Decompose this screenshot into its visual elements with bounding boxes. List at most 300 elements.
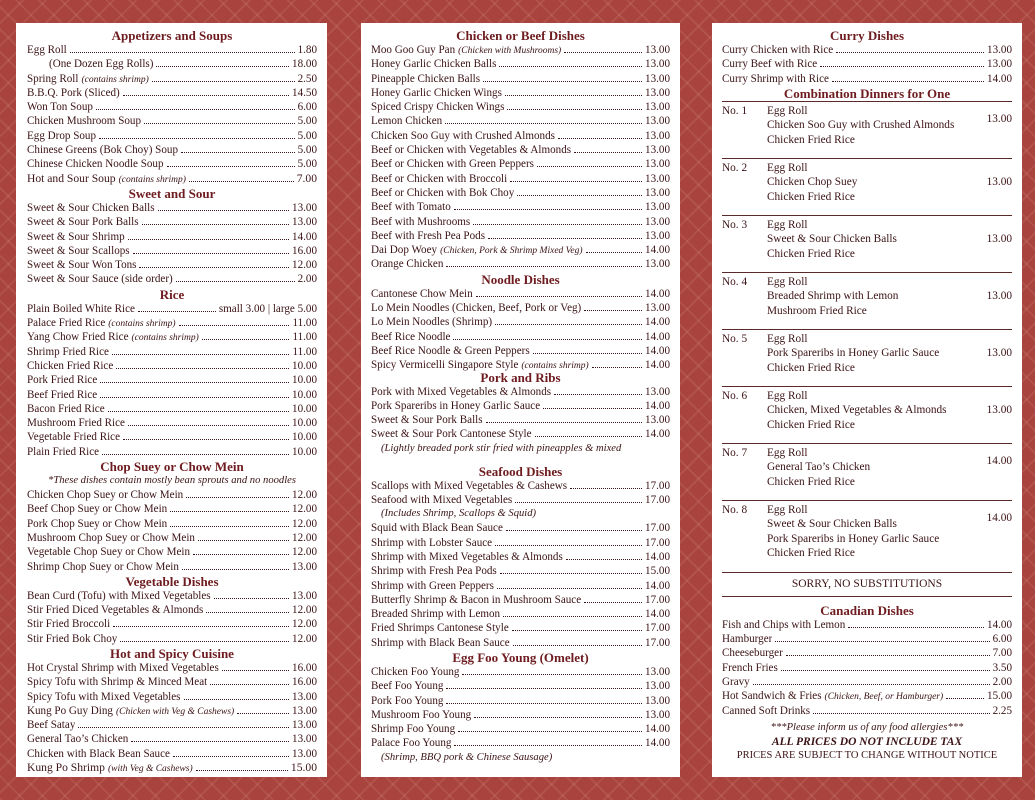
combination-dish: Chicken Fried Rice xyxy=(767,133,855,146)
menu-item xyxy=(27,258,317,272)
dot-leader xyxy=(237,704,289,714)
menu-item-price: 12.00 xyxy=(292,503,317,516)
menu-item xyxy=(371,100,670,114)
dot-leader xyxy=(210,675,289,685)
menu-item-name: Sweet & Sour Shrimp xyxy=(27,230,125,243)
menu-item-price: 13.00 xyxy=(987,58,1012,71)
menu-item xyxy=(371,114,670,128)
menu-item-price: 11.00 xyxy=(292,345,317,358)
dot-leader xyxy=(564,43,642,53)
menu-item xyxy=(27,244,317,258)
combination-items xyxy=(767,389,1012,435)
menu-item-name: Stir Fried Bok Choy xyxy=(27,632,118,645)
combination-dish: Chicken Soo Guy with Crushed Almonds xyxy=(767,119,955,132)
menu-item xyxy=(371,479,670,493)
menu-item-price: 3.50 xyxy=(992,661,1012,674)
menu-item xyxy=(371,736,670,750)
menu-item-name: Shrimp with Green Peppers xyxy=(371,579,494,592)
menu-item-note: (Chicken, Beef, or Hamburger) xyxy=(824,692,944,703)
menu-item-name: Fried Shrimps Cantonese Style xyxy=(371,622,509,635)
menu-item xyxy=(722,632,1012,646)
menu-item-name: Chinese Chicken Noodle Soup xyxy=(27,158,164,171)
menu-item xyxy=(27,430,317,444)
menu-item-name: Sweet & Sour Scallops xyxy=(27,244,130,257)
menu-item xyxy=(371,427,670,441)
menu-item-price: 13.00 xyxy=(292,719,317,732)
menu-item-note: (contains shrimp) xyxy=(108,319,176,330)
menu-item-price: 13.00 xyxy=(645,302,670,315)
dot-leader xyxy=(462,665,642,675)
combination-dish: Egg Roll xyxy=(767,503,808,516)
dot-leader xyxy=(156,57,289,67)
dot-leader xyxy=(488,229,642,239)
section-title-appetizers: Appetizers and Soups xyxy=(111,28,233,43)
dot-leader xyxy=(574,143,642,153)
combination-dish: Pork Spareribs in Honey Garlic Sauce xyxy=(767,532,940,545)
menu-item-price: 7.00 xyxy=(992,647,1012,660)
menu-item-price: 14.00 xyxy=(645,344,670,357)
menu-item xyxy=(371,607,670,621)
menu-item-name: Beef with Tomato xyxy=(371,201,451,214)
menu-item-name: Palace Fried Rice xyxy=(27,317,106,330)
dot-leader xyxy=(133,244,289,254)
menu-item-name: Mushroom Fried Rice xyxy=(27,417,125,430)
dot-leader xyxy=(584,301,642,311)
menu-item-price: 13.00 xyxy=(645,201,670,214)
combination-price: 13.00 xyxy=(986,403,1012,416)
dot-leader xyxy=(158,201,289,211)
dot-leader xyxy=(453,330,642,340)
combination-items xyxy=(767,218,1012,264)
combination-dish: Chicken Fried Rice xyxy=(767,247,855,260)
dot-leader xyxy=(503,607,642,617)
dot-leader xyxy=(131,732,289,742)
section-title-chicken-beef: Chicken or Beef Dishes xyxy=(456,28,585,43)
menu-item-price: 12.00 xyxy=(292,531,317,544)
dot-leader xyxy=(179,316,290,326)
combination-dish: Egg Roll xyxy=(767,218,808,231)
dot-leader xyxy=(173,747,289,757)
menu-item-price: 12.00 xyxy=(292,632,317,645)
dot-leader xyxy=(108,402,289,412)
menu-item-price: 15.00 xyxy=(290,761,317,775)
menu-item xyxy=(371,229,670,243)
menu-item-note: (with Veg & Cashews) xyxy=(107,764,193,775)
menu-item-price: 14.00 xyxy=(645,330,670,343)
menu-item-price: 11.00 xyxy=(292,331,317,344)
menu-item xyxy=(722,57,1012,71)
menu-item-name: Shrimp Chop Suey or Chow Mein xyxy=(27,560,179,573)
menu-item xyxy=(371,621,670,635)
menu-item-price: 14.00 xyxy=(987,618,1012,631)
menu-item-name: Shrimp with Fresh Pea Pods xyxy=(371,565,497,578)
dot-leader xyxy=(181,143,295,153)
menu-item-price: 13.00 xyxy=(292,589,317,602)
dot-leader xyxy=(836,43,984,53)
menu-item-price: 14.00 xyxy=(645,316,670,329)
menu-item-price: 16.00 xyxy=(292,244,317,257)
combination-number: No. 6 xyxy=(722,389,748,402)
combination-dish: Egg Roll xyxy=(767,104,808,117)
vegetable-list xyxy=(27,589,317,646)
menu-item xyxy=(27,732,317,746)
dot-leader xyxy=(775,632,989,642)
middle-menu-panel xyxy=(361,23,680,777)
combination-items xyxy=(767,446,1012,492)
dot-leader xyxy=(786,646,990,656)
dot-leader xyxy=(474,708,642,718)
menu-item-price: 13.00 xyxy=(645,229,670,242)
menu-item xyxy=(371,287,670,301)
menu-item-name: General Tao’s Chicken xyxy=(27,733,129,746)
menu-item-name: Hot and Sour Soup xyxy=(27,171,116,185)
dot-leader xyxy=(533,344,642,354)
menu-item-price: 13.00 xyxy=(645,129,670,142)
spicy-list xyxy=(27,661,317,775)
menu-item xyxy=(27,402,317,416)
dot-leader xyxy=(454,200,642,210)
dot-leader xyxy=(554,385,642,395)
dot-leader xyxy=(144,114,295,124)
menu-item-price: 17.00 xyxy=(645,536,670,549)
menu-item xyxy=(27,215,317,229)
menu-item-price: 17.00 xyxy=(645,622,670,635)
menu-item xyxy=(371,385,670,399)
menu-item xyxy=(722,689,1012,703)
menu-item xyxy=(371,521,670,535)
menu-item-name: Hot Crystal Shrimp with Mixed Vegetables xyxy=(27,661,219,674)
menu-item-price: 17.00 xyxy=(645,636,670,649)
menu-item-price: 13.00 xyxy=(987,44,1012,56)
menu-item-name: Pork with Mixed Vegetables & Almonds xyxy=(371,385,552,398)
chop-suey-note: *These dishes contain mostly bean sprouts and no noodles xyxy=(48,475,296,487)
tax-note: ALL PRICES DO NOT INCLUDE TAX xyxy=(771,735,963,748)
no-substitutions-notice: SORRY, NO SUBSTITUTIONS xyxy=(722,573,1012,597)
combination-number: No. 3 xyxy=(722,218,748,231)
menu-item-price: 11.00 xyxy=(292,317,317,330)
menu-item-name: Scallops with Mixed Vegetables & Cashews xyxy=(371,479,568,492)
dot-leader xyxy=(499,57,642,67)
menu-item-name: Mushroom Foo Young xyxy=(371,708,472,721)
dot-leader xyxy=(446,679,642,689)
dot-leader xyxy=(214,589,289,599)
dot-leader xyxy=(570,479,642,489)
dot-leader xyxy=(170,517,289,527)
menu-item-name: Dai Dop Woey xyxy=(371,244,438,257)
menu-item xyxy=(27,718,317,732)
dot-leader xyxy=(584,593,642,603)
menu-item xyxy=(27,761,317,775)
menu-item-name: Curry Chicken with Rice xyxy=(722,44,834,56)
menu-item xyxy=(371,215,670,229)
dot-leader xyxy=(96,100,295,110)
combination-dish: Breaded Shrimp with Lemon xyxy=(767,290,899,303)
menu-item-name: Beef or Chicken with Bok Choy xyxy=(371,186,515,199)
menu-item-price: 5.00 xyxy=(297,129,317,142)
dot-leader xyxy=(198,531,289,541)
menu-item-name: Shrimp with Black Bean Sauce xyxy=(371,636,510,649)
section-title-pork: Pork and Ribs xyxy=(480,369,561,385)
menu-item-name: Stir Fried Diced Vegetables & Almonds xyxy=(27,604,204,617)
menu-item-price: 2.50 xyxy=(297,72,317,85)
menu-item xyxy=(27,272,317,286)
combination-items xyxy=(767,104,1012,150)
noodle-list xyxy=(371,287,670,373)
dot-leader xyxy=(495,315,642,325)
menu-item xyxy=(722,646,1012,660)
menu-item-price: 13.00 xyxy=(645,385,670,398)
dot-leader xyxy=(537,157,642,167)
seafood-note: (Includes Shrimp, Scallops & Squid) xyxy=(381,508,537,520)
menu-item-price: 10.00 xyxy=(292,402,317,415)
menu-item-price: 10.00 xyxy=(292,431,317,444)
dot-leader xyxy=(202,330,290,340)
menu-item xyxy=(371,172,670,186)
menu-item-price: 12.00 xyxy=(292,604,317,617)
menu-item xyxy=(27,129,317,143)
dot-leader xyxy=(543,399,642,409)
menu-item xyxy=(371,129,670,143)
menu-item-price: 13.00 xyxy=(645,258,670,271)
menu-item-name: Honey Garlic Chicken Balls xyxy=(371,58,497,71)
dot-leader xyxy=(592,358,642,368)
menu-item-price: 14.00 xyxy=(645,287,670,300)
menu-item-price: 12.00 xyxy=(292,489,317,502)
dot-leader xyxy=(558,129,642,139)
menu-item-name: Won Ton Soup xyxy=(27,101,93,114)
menu-item-name: Plain Fried Rice xyxy=(27,445,100,458)
menu-item-price: 1.80 xyxy=(297,44,317,56)
dot-leader xyxy=(99,129,295,139)
menu-item xyxy=(27,345,317,359)
combination-number: No. 7 xyxy=(722,446,748,459)
section-title-chop-suey: Chop Suey or Chow Mein xyxy=(100,459,244,475)
menu-item-name: Beef or Chicken with Broccoli xyxy=(371,172,508,185)
menu-item-price: 13.00 xyxy=(645,115,670,128)
dot-leader xyxy=(186,488,289,498)
dot-leader xyxy=(222,661,289,671)
menu-item xyxy=(27,488,317,502)
menu-item-name: Shrimp Fried Rice xyxy=(27,345,109,358)
dot-leader xyxy=(566,550,642,560)
dot-leader xyxy=(454,736,642,746)
dot-leader xyxy=(128,230,289,240)
menu-item-price: 13.00 xyxy=(645,101,670,114)
menu-item-price: 13.00 xyxy=(645,72,670,85)
menu-item xyxy=(371,679,670,693)
combination-item xyxy=(722,101,1012,159)
menu-item-name: Spicy Vermicelli Singapore Style xyxy=(371,359,519,372)
menu-item xyxy=(27,502,317,516)
menu-item-name: Pork Fried Rice xyxy=(27,374,98,387)
dot-leader xyxy=(483,72,642,82)
menu-item-name: Spicy Tofu with Shrimp & Minced Meat xyxy=(27,676,208,689)
menu-item-price: 13.00 xyxy=(645,172,670,185)
menu-item-price: 5.00 xyxy=(297,158,317,171)
menu-item-price: 14.00 xyxy=(645,399,670,412)
menu-item-price: 13.00 xyxy=(645,680,670,693)
combination-dish: Egg Roll xyxy=(767,275,808,288)
menu-item-price: 10.00 xyxy=(292,359,317,372)
allergy-note: ***Please inform us of any food allergies*** xyxy=(770,721,964,733)
menu-item-name: Spring Roll xyxy=(27,72,79,85)
menu-item-price: 13.00 xyxy=(292,690,317,703)
menu-item-price: 14.00 xyxy=(645,579,670,592)
menu-item-name: Fish and Chips with Lemon xyxy=(722,618,846,631)
menu-item-price: 13.00 xyxy=(645,665,670,678)
menu-item xyxy=(27,172,317,186)
menu-item xyxy=(371,72,670,86)
menu-item-price: 14.00 xyxy=(645,550,670,563)
combination-dish: Chicken Fried Rice xyxy=(767,547,855,560)
combination-dish: Egg Roll xyxy=(767,332,808,345)
menu-item-name: Egg Roll xyxy=(27,44,67,56)
section-title-combination: Combination Dinners for One xyxy=(783,85,951,101)
menu-item xyxy=(27,316,317,330)
menu-item-name: Gravy xyxy=(722,676,750,689)
menu-item-price: 10.00 xyxy=(292,417,317,430)
dot-leader xyxy=(517,186,642,196)
dot-leader xyxy=(170,502,289,512)
egg-foo-young-list xyxy=(371,665,670,751)
combination-price: 13.00 xyxy=(986,232,1012,245)
canadian-list xyxy=(722,618,1012,718)
menu-item-name: Curry Shrimp with Rice xyxy=(722,72,829,85)
dot-leader xyxy=(176,272,295,282)
menu-item xyxy=(371,636,670,650)
menu-item-name: Honey Garlic Chicken Wings xyxy=(371,86,502,99)
menu-item-name: Palace Foo Young xyxy=(371,737,452,750)
section-title-rice: Rice xyxy=(159,286,185,302)
combination-items xyxy=(767,161,1012,207)
menu-item-price: 13.00 xyxy=(645,58,670,71)
dot-leader xyxy=(586,243,642,253)
section-title-spicy: Hot and Spicy Cuisine xyxy=(110,645,234,661)
menu-item-name: Chicken Mushroom Soup xyxy=(27,115,142,128)
menu-item-price: 7.00 xyxy=(296,171,317,185)
dot-leader xyxy=(781,661,990,671)
dot-leader xyxy=(123,86,289,96)
menu-item xyxy=(27,302,317,316)
menu-item-name: Sweet & Sour Won Tons xyxy=(27,259,137,272)
menu-item-price: 15.00 xyxy=(645,565,670,578)
combination-dish: Egg Roll xyxy=(767,446,808,459)
combination-item xyxy=(722,501,1012,573)
menu-item-name: Moo Goo Guy Pan xyxy=(371,44,456,56)
dot-leader xyxy=(138,302,216,312)
menu-item xyxy=(371,564,670,578)
menu-item xyxy=(27,330,317,344)
menu-item xyxy=(27,661,317,675)
combination-item xyxy=(722,159,1012,216)
combination-item xyxy=(722,216,1012,273)
menu-item-name: Bean Curd (Tofu) with Mixed Vegetables xyxy=(27,589,211,602)
menu-item-name: Shrimp with Mixed Vegetables & Almonds xyxy=(371,550,563,563)
dot-leader xyxy=(458,722,642,732)
right-menu-panel xyxy=(712,23,1022,777)
combination-list xyxy=(722,101,1012,573)
menu-item xyxy=(27,560,317,574)
menu-item xyxy=(27,517,317,531)
menu-item xyxy=(722,618,1012,632)
menu-item-price: 10.00 xyxy=(292,445,317,458)
menu-item xyxy=(722,704,1012,718)
menu-item xyxy=(722,675,1012,689)
menu-item-price: 14.00 xyxy=(645,244,670,257)
dot-leader xyxy=(820,57,984,67)
menu-item-price: 13.00 xyxy=(645,414,670,427)
spacer xyxy=(371,456,670,464)
dot-leader xyxy=(100,388,289,398)
menu-item xyxy=(27,388,317,402)
menu-item xyxy=(27,201,317,215)
combination-number: No. 1 xyxy=(722,104,748,117)
dot-leader xyxy=(473,215,642,225)
menu-item xyxy=(371,143,670,157)
dot-leader xyxy=(946,689,984,699)
dot-leader xyxy=(848,618,984,628)
menu-item-price: 12.00 xyxy=(292,546,317,559)
section-title-seafood: Seafood Dishes xyxy=(478,463,563,479)
menu-item xyxy=(371,399,670,413)
menu-item xyxy=(27,157,317,171)
chop-suey-list xyxy=(27,488,317,574)
dot-leader xyxy=(813,704,989,714)
menu-item-note: (contains shrimp) xyxy=(521,361,589,372)
menu-item-name: Shrimp Foo Young xyxy=(371,723,456,736)
dot-leader xyxy=(78,718,289,728)
dot-leader xyxy=(446,257,642,267)
menu-item-price: 14.00 xyxy=(987,72,1012,85)
dot-leader xyxy=(500,564,642,574)
menu-item-price: 16.00 xyxy=(292,661,317,674)
menu-item-name: Breaded Shrimp with Lemon xyxy=(371,608,501,621)
menu-item xyxy=(371,157,670,171)
appetizers-list xyxy=(27,43,317,186)
combination-price: 14.00 xyxy=(986,454,1012,467)
dot-leader xyxy=(512,621,642,631)
dot-leader xyxy=(70,43,295,53)
menu-item-name: Hot Sandwich & Fries xyxy=(722,690,822,703)
combination-dish: Chicken Fried Rice xyxy=(767,475,855,488)
menu-item-price: 16.00 xyxy=(292,676,317,689)
menu-item-price: 13.00 xyxy=(645,215,670,228)
menu-item xyxy=(371,86,670,100)
menu-item-name: Chicken Chop Suey or Chow Mein xyxy=(27,489,184,502)
pork-note: (Lightly breaded pork stir fried with pineapples & mixed xyxy=(381,442,622,454)
dot-leader xyxy=(497,579,642,589)
menu-item-name: Beef or Chicken with Green Peppers xyxy=(371,158,534,171)
menu-item-price: 14.00 xyxy=(292,230,317,243)
menu-item-price: 10.00 xyxy=(292,374,317,387)
menu-item-price: 13.00 xyxy=(645,694,670,707)
section-title-sweet-sour: Sweet and Sour xyxy=(128,185,216,201)
dot-leader xyxy=(167,157,295,167)
menu-item-name: Vegetable Chop Suey or Chow Mein xyxy=(27,546,190,559)
menu-item-name: Chicken Fried Rice xyxy=(27,359,114,372)
menu-item-price: 18.00 xyxy=(292,58,317,71)
menu-item-name: Pork Spareribs in Honey Garlic Sauce xyxy=(371,399,541,412)
menu-item xyxy=(371,536,670,550)
menu-item xyxy=(371,413,670,427)
combination-dish: Chicken Fried Rice xyxy=(767,418,855,431)
combination-dish: Chicken Fried Rice xyxy=(767,361,855,374)
menu-item-name: Chicken with Black Bean Sauce xyxy=(27,747,170,760)
section-title-curry: Curry Dishes xyxy=(829,28,905,43)
dot-leader xyxy=(510,172,642,182)
dot-leader xyxy=(123,430,289,440)
menu-item xyxy=(371,200,670,214)
